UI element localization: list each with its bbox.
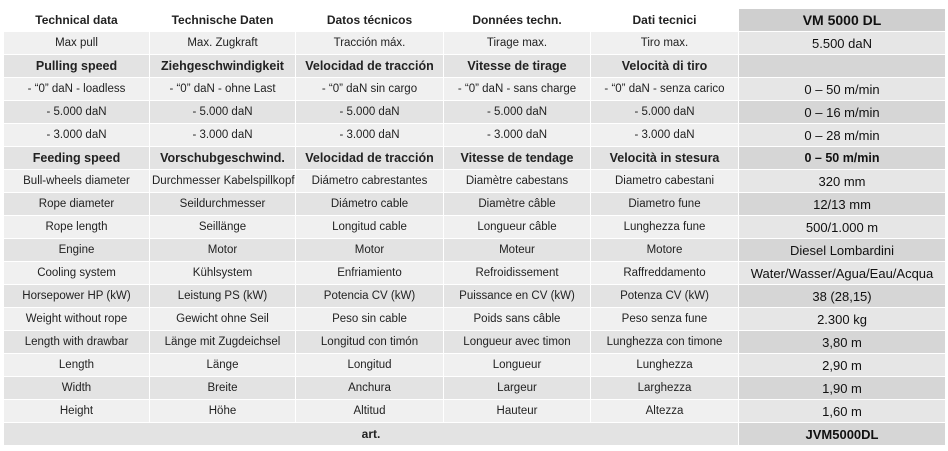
cell-english: Cooling system (4, 262, 150, 285)
cell-spanish: Enfriamiento (296, 262, 444, 285)
cell-english: Rope length (4, 216, 150, 239)
cell-english: Horsepower HP (kW) (4, 285, 150, 308)
cell-english: Feeding speed (4, 147, 150, 170)
cell-german: - 3.000 daN (150, 124, 296, 147)
article-label: art. (4, 423, 739, 446)
cell-german: Länge (150, 354, 296, 377)
cell-italian: - 3.000 daN (591, 124, 739, 147)
cell-value: 2.300 kg (739, 308, 946, 331)
cell-value: 1,60 m (739, 400, 946, 423)
cell-italian: Lunghezza fune (591, 216, 739, 239)
article-row (4, 423, 946, 446)
cell-german: Gewicht ohne Seil (150, 308, 296, 331)
cell-english: Length with drawbar (4, 331, 150, 354)
table-row (4, 331, 946, 354)
cell-english: Height (4, 400, 150, 423)
cell-german: Leistung PS (kW) (150, 285, 296, 308)
cell-spanish: Peso sin cable (296, 308, 444, 331)
cell-spanish: Tracción máx. (296, 32, 444, 55)
header-cell-spanish: Datos técnicos (296, 9, 444, 32)
table-row (4, 147, 946, 170)
table-row (4, 285, 946, 308)
cell-spanish: Diámetro cable (296, 193, 444, 216)
cell-spanish: Longitud (296, 354, 444, 377)
cell-spanish: Potencia CV (kW) (296, 285, 444, 308)
table-row (4, 32, 946, 55)
cell-value: 38 (28,15) (739, 285, 946, 308)
header-cell-italian: Dati tecnici (591, 9, 739, 32)
cell-french: Hauteur (444, 400, 591, 423)
cell-french: Refroidissement (444, 262, 591, 285)
cell-value: 0 – 50 m/min (739, 78, 946, 101)
cell-german: Höhe (150, 400, 296, 423)
spec-table-body (4, 9, 946, 446)
cell-french: Puissance en CV (kW) (444, 285, 591, 308)
spec-table (3, 8, 946, 446)
cell-french: Tirage max. (444, 32, 591, 55)
table-row (4, 308, 946, 331)
cell-english: - 3.000 daN (4, 124, 150, 147)
cell-italian: Velocità di tiro (591, 55, 739, 78)
cell-german: Durchmesser Kabelspillkopf (150, 170, 296, 193)
cell-french: Vitesse de tirage (444, 55, 591, 78)
cell-value: 3,80 m (739, 331, 946, 354)
cell-german: Vorschubgeschwind. (150, 147, 296, 170)
cell-german: Kühlsystem (150, 262, 296, 285)
cell-italian: - 5.000 daN (591, 101, 739, 124)
table-row (4, 216, 946, 239)
table-row (4, 193, 946, 216)
cell-french: - 5.000 daN (444, 101, 591, 124)
cell-spanish: Diámetro cabrestantes (296, 170, 444, 193)
cell-spanish: - “0” daN sin cargo (296, 78, 444, 101)
cell-french: - 3.000 daN (444, 124, 591, 147)
cell-french: Longueur câble (444, 216, 591, 239)
table-row (4, 262, 946, 285)
cell-italian: Diametro fune (591, 193, 739, 216)
cell-german: Seildurchmesser (150, 193, 296, 216)
cell-value: Water/Wasser/Agua/Eau/Acqua (739, 262, 946, 285)
cell-english: Weight without rope (4, 308, 150, 331)
spec-table-container (3, 8, 946, 446)
cell-spanish: - 3.000 daN (296, 124, 444, 147)
cell-value: 1,90 m (739, 377, 946, 400)
cell-value (739, 55, 946, 78)
cell-english: Length (4, 354, 150, 377)
table-row (4, 101, 946, 124)
cell-english: Rope diameter (4, 193, 150, 216)
cell-value: 0 – 16 m/min (739, 101, 946, 124)
cell-german: Max. Zugkraft (150, 32, 296, 55)
cell-value: 12/13 mm (739, 193, 946, 216)
cell-french: Vitesse de tendage (444, 147, 591, 170)
table-row (4, 400, 946, 423)
cell-french: Poids sans câble (444, 308, 591, 331)
cell-french: Moteur (444, 239, 591, 262)
cell-english: Bull-wheels diameter (4, 170, 150, 193)
cell-italian: Lunghezza con timone (591, 331, 739, 354)
cell-italian: Larghezza (591, 377, 739, 400)
cell-french: Largeur (444, 377, 591, 400)
cell-english: Width (4, 377, 150, 400)
cell-italian: Potenza CV (kW) (591, 285, 739, 308)
cell-spanish: - 5.000 daN (296, 101, 444, 124)
cell-german: - 5.000 daN (150, 101, 296, 124)
cell-french: Diamètre cabestans (444, 170, 591, 193)
cell-italian: Velocità in stesura (591, 147, 739, 170)
table-row (4, 377, 946, 400)
cell-english: Pulling speed (4, 55, 150, 78)
cell-spanish: Anchura (296, 377, 444, 400)
table-row (4, 239, 946, 262)
header-cell-french: Données techn. (444, 9, 591, 32)
cell-italian: - “0” daN - senza carico (591, 78, 739, 101)
header-row (4, 9, 946, 32)
cell-italian: Altezza (591, 400, 739, 423)
cell-french: Diamètre câble (444, 193, 591, 216)
header-cell-value: VM 5000 DL (739, 9, 946, 32)
cell-value: 500/1.000 m (739, 216, 946, 239)
table-row (4, 55, 946, 78)
cell-value: 5.500 daN (739, 32, 946, 55)
cell-value: Diesel Lombardini (739, 239, 946, 262)
cell-french: Longueur avec timon (444, 331, 591, 354)
cell-spanish: Longitud con timón (296, 331, 444, 354)
cell-italian: Peso senza fune (591, 308, 739, 331)
header-cell-german: Technische Daten (150, 9, 296, 32)
cell-german: Seillänge (150, 216, 296, 239)
cell-italian: Tiro max. (591, 32, 739, 55)
cell-spanish: Motor (296, 239, 444, 262)
table-row (4, 78, 946, 101)
cell-value: 320 mm (739, 170, 946, 193)
article-number: JVM5000DL (739, 423, 946, 446)
cell-german: - “0” daN - ohne Last (150, 78, 296, 101)
cell-spanish: Altitud (296, 400, 444, 423)
table-row (4, 170, 946, 193)
header-cell-english: Technical data (4, 9, 150, 32)
cell-spanish: Longitud cable (296, 216, 444, 239)
cell-italian: Diametro cabestani (591, 170, 739, 193)
table-row (4, 354, 946, 377)
cell-italian: Raffreddamento (591, 262, 739, 285)
cell-german: Breite (150, 377, 296, 400)
cell-german: Länge mit Zugdeichsel (150, 331, 296, 354)
cell-italian: Lunghezza (591, 354, 739, 377)
cell-italian: Motore (591, 239, 739, 262)
cell-german: Motor (150, 239, 296, 262)
cell-value: 2,90 m (739, 354, 946, 377)
cell-french: - “0” daN - sans charge (444, 78, 591, 101)
cell-german: Ziehgeschwindigkeit (150, 55, 296, 78)
cell-english: - 5.000 daN (4, 101, 150, 124)
cell-english: - “0” daN - loadless (4, 78, 150, 101)
cell-spanish: Velocidad de tracción (296, 147, 444, 170)
table-row (4, 124, 946, 147)
cell-value: 0 – 50 m/min (739, 147, 946, 170)
cell-value: 0 – 28 m/min (739, 124, 946, 147)
cell-french: Longueur (444, 354, 591, 377)
cell-spanish: Velocidad de tracción (296, 55, 444, 78)
cell-english: Max pull (4, 32, 150, 55)
cell-english: Engine (4, 239, 150, 262)
